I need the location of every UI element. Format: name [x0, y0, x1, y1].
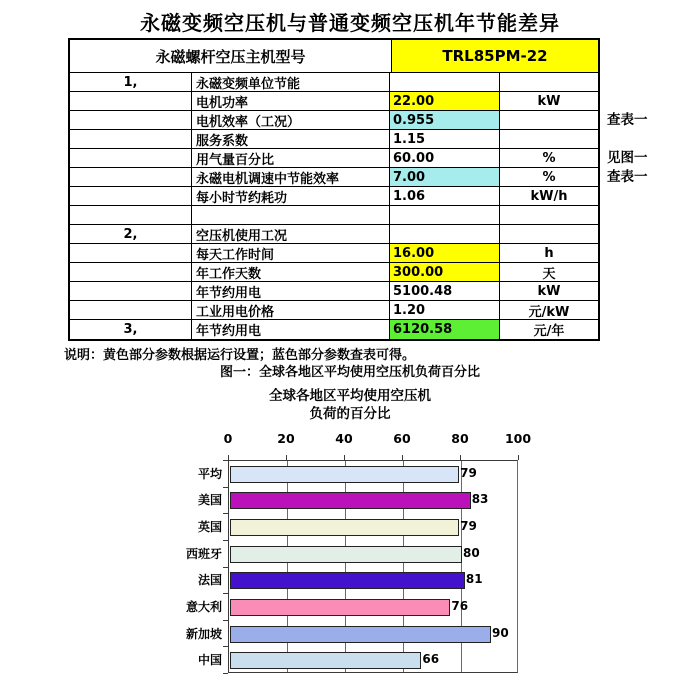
table-row: [70, 168, 598, 187]
axis-tick: [228, 455, 229, 460]
row-value-cell: [390, 206, 500, 224]
row-value-cell: 7.00: [390, 168, 500, 186]
table-row: [70, 320, 598, 339]
row-value-cell: 22.00: [390, 92, 500, 110]
chart-title: 全球各地区平均使用空压机: [269, 388, 431, 404]
row-label-cell: 工业用电价格: [192, 301, 390, 319]
row-value-cell: 1.06: [390, 187, 500, 205]
chart-title: 负荷的百分比: [309, 406, 391, 422]
row-value-cell: 0.955: [390, 111, 500, 129]
row-label-cell: 永磁电机调速中节能效率: [192, 168, 390, 186]
row-number-cell: [70, 301, 192, 319]
axis-tick: [223, 593, 228, 594]
chart-bar: [230, 519, 459, 536]
table-row: [70, 244, 598, 263]
x-tick-label: 80: [451, 431, 469, 446]
row-label-cell: 年节约用电: [192, 282, 390, 300]
axis-tick: [223, 620, 228, 621]
row-value-cell: 1.15: [390, 130, 500, 148]
axis-tick: [402, 455, 403, 460]
x-tick-label: 40: [335, 431, 353, 446]
chart-bar: [230, 626, 491, 643]
row-number-cell: [70, 244, 192, 262]
table-row: [70, 263, 598, 282]
row-number-cell: 2,: [70, 225, 192, 243]
bar-value-label: 80: [463, 545, 480, 560]
category-label: 美国: [197, 493, 222, 508]
chart-bar: [230, 466, 459, 483]
table-header-row: [70, 40, 598, 73]
row-value-cell: 16.00: [390, 244, 500, 262]
bar-value-label: 79: [460, 519, 477, 534]
row-value-cell: [390, 225, 500, 243]
row-unit-cell: [500, 225, 598, 243]
table-row: [70, 73, 598, 92]
table-body: [70, 73, 598, 339]
row-number-cell: [70, 206, 192, 224]
calc-table: [68, 38, 600, 341]
axis-tick: [223, 513, 228, 514]
row-unit-cell: [500, 73, 598, 91]
bar-value-label: 66: [422, 652, 440, 667]
bar-value-label: 76: [451, 598, 469, 613]
table-row: [70, 206, 598, 225]
chart-bar: [230, 572, 465, 589]
row-number-cell: 1,: [70, 73, 192, 91]
table-header-label-cell: 永磁螺杆空压主机型号: [70, 40, 392, 72]
chart-bar: [230, 492, 471, 509]
row-number-cell: [70, 111, 192, 129]
table-row: [70, 187, 598, 206]
row-unit-cell: [500, 130, 598, 148]
row-unit-cell: 元/kW: [528, 304, 570, 319]
axis-tick: [286, 455, 287, 460]
row-label-cell: 永磁变频单位节能: [192, 73, 390, 91]
chart-bar: [230, 546, 462, 563]
table-row: [70, 225, 598, 244]
row-unit-cell: 元/年: [533, 324, 565, 339]
row-label-cell: 年工作天数: [192, 263, 390, 281]
x-tick-label: 100: [504, 431, 532, 446]
row-unit-cell: %: [542, 150, 556, 166]
row-unit-cell: h: [544, 245, 554, 261]
row-number-cell: [70, 282, 192, 300]
note-text: 说明：黄色部分参数根据运行设置；蓝色部分参数查表可得。: [64, 348, 416, 363]
x-tick-label: 60: [393, 431, 411, 446]
row-unit-cell: [500, 111, 598, 129]
bar-value-label: 79: [460, 465, 477, 480]
row-number-cell: [70, 130, 192, 148]
bar-value-label: 90: [492, 625, 509, 640]
side-note: 查表一: [607, 112, 648, 128]
bar-value-label: 81: [465, 572, 483, 587]
row-label-cell: 每小时节约耗功: [192, 187, 390, 205]
bar-value-label: 83: [471, 492, 489, 507]
category-label: 西班牙: [185, 546, 222, 561]
row-value-cell: 1.20: [390, 301, 500, 319]
row-value-cell: [390, 73, 500, 91]
axis-tick: [223, 567, 228, 568]
side-note: 见图一: [607, 150, 648, 166]
table-row: [70, 149, 598, 168]
table-row: [70, 301, 598, 320]
row-label-cell: [192, 206, 390, 224]
category-label: 意大利: [185, 599, 222, 614]
figure-caption: 图一：全球各地区平均使用空压机负荷百分比: [219, 365, 480, 380]
row-value-cell: 5100.48: [390, 282, 500, 300]
category-label: 平均: [197, 466, 222, 481]
row-value-cell: 60.00: [390, 149, 500, 167]
chart-bar: [230, 652, 421, 669]
axis-tick: [223, 673, 228, 674]
row-unit-cell: kW/h: [530, 188, 568, 204]
axis-tick: [223, 460, 228, 461]
table-row: [70, 282, 598, 301]
category-label: 中国: [197, 653, 222, 668]
row-unit-cell: kW: [537, 283, 561, 299]
row-unit-cell: [500, 206, 598, 224]
side-note: 查表一: [607, 169, 648, 185]
table-row: [70, 130, 598, 149]
axis-tick: [344, 455, 345, 460]
page-title: 永磁变频空压机与普通变频空压机年节能差异: [140, 11, 560, 35]
model-number-cell: TRL85PM-22: [392, 40, 598, 72]
row-value-cell: 6120.58: [390, 320, 500, 339]
row-label-cell: 年节约用电: [192, 320, 390, 339]
axis-tick: [223, 646, 228, 647]
row-label-cell: 空压机使用工况: [192, 225, 390, 243]
row-label-cell: 用气量百分比: [192, 149, 390, 167]
row-value-cell: 300.00: [390, 263, 500, 281]
category-label: 新加坡: [185, 626, 222, 641]
category-label: 英国: [197, 520, 222, 535]
row-label-cell: 电机效率（工况）: [192, 111, 390, 129]
chart-bar: [230, 599, 450, 616]
table-row: [70, 111, 598, 130]
category-label: 法国: [197, 573, 222, 588]
axis-tick: [223, 540, 228, 541]
row-number-cell: [70, 187, 192, 205]
row-unit-cell: kW: [537, 93, 561, 109]
table-row: [70, 92, 598, 111]
row-number-cell: [70, 149, 192, 167]
row-number-cell: [70, 168, 192, 186]
row-label-cell: 服务系数: [192, 130, 390, 148]
row-unit-cell: 天: [542, 266, 556, 281]
x-tick-label: 20: [277, 431, 295, 446]
row-label-cell: 每天工作时间: [192, 244, 390, 262]
row-number-cell: [70, 92, 192, 110]
axis-tick: [223, 487, 228, 488]
row-number-cell: [70, 263, 192, 281]
x-tick-label: 0: [223, 431, 233, 446]
axis-tick: [518, 455, 519, 460]
axis-tick: [460, 455, 461, 460]
row-unit-cell: %: [542, 169, 556, 185]
row-number-cell: 3,: [70, 320, 192, 339]
row-label-cell: 电机功率: [192, 92, 390, 110]
